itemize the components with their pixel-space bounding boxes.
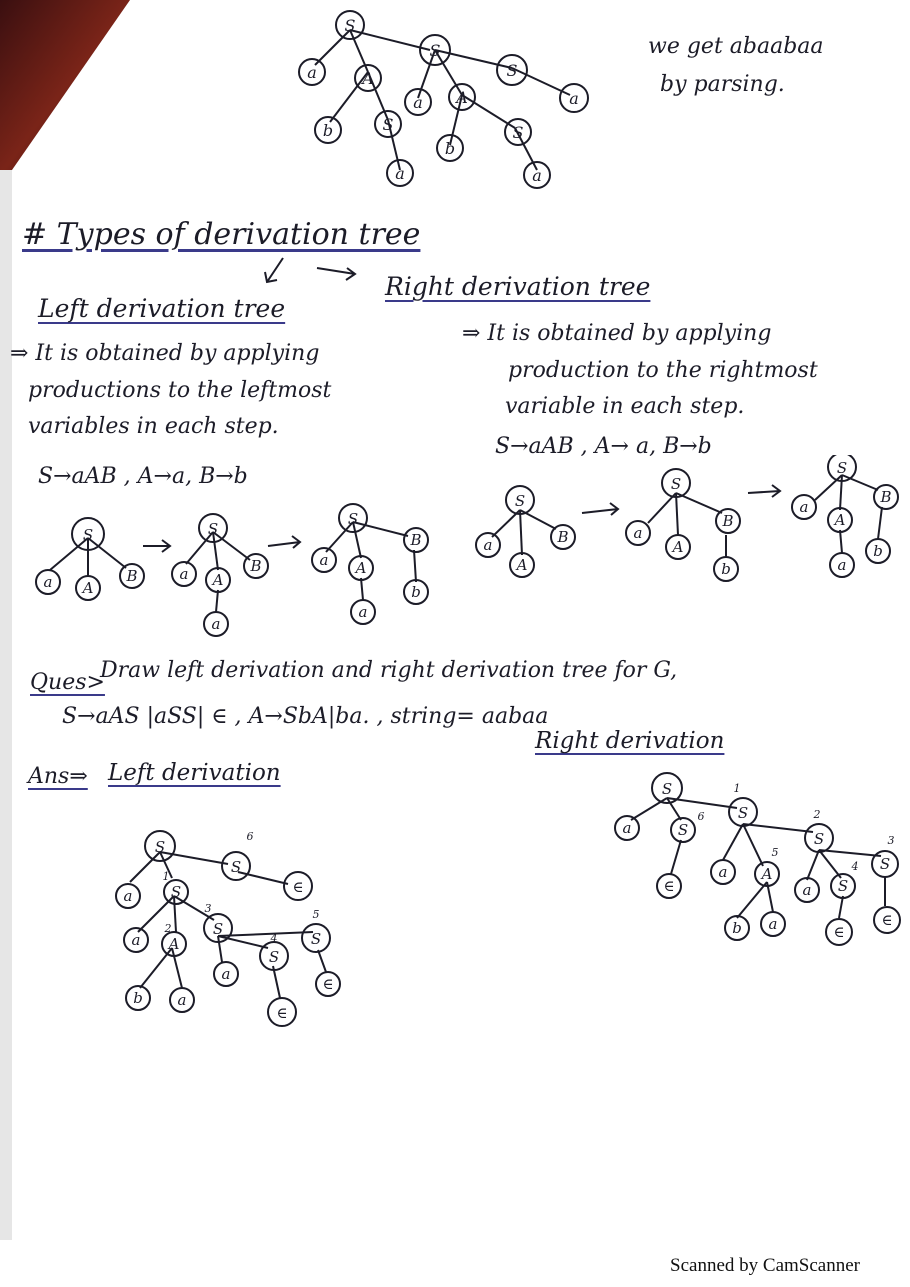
svg-text:3: 3 <box>204 902 212 915</box>
svg-text:4: 4 <box>270 932 278 945</box>
answer-right-label: Right derivation <box>535 728 725 754</box>
svg-text:S: S <box>813 830 825 848</box>
answer-left-label: Left derivation <box>108 760 281 786</box>
question-text: Draw left derivation and right derivation tree for G, <box>100 658 678 683</box>
right-derivation-title: Right derivation tree <box>385 272 651 301</box>
svg-text:S: S <box>737 804 749 822</box>
svg-text:a: a <box>413 93 423 112</box>
svg-text:b: b <box>873 542 883 560</box>
svg-text:a: a <box>221 965 231 983</box>
svg-text:S: S <box>879 855 891 873</box>
svg-text:B: B <box>410 531 422 549</box>
answer-left-tree <box>108 820 348 1030</box>
svg-text:S: S <box>514 492 526 510</box>
svg-text:1: 1 <box>162 870 170 883</box>
svg-text:S: S <box>837 877 849 895</box>
svg-text:S: S <box>212 920 224 938</box>
left-derivation-steps <box>28 500 448 640</box>
side-note-line-2: by parsing. <box>660 72 785 97</box>
svg-text:B: B <box>126 567 138 585</box>
right-desc-line-3: variable in each step. <box>505 394 745 419</box>
right-grammar: S→aAB , A→ a, B→b <box>495 434 712 459</box>
svg-text:A: A <box>834 511 846 529</box>
svg-text:a: a <box>177 991 187 1009</box>
svg-text:A: A <box>212 571 224 589</box>
svg-text:∈: ∈ <box>833 923 845 941</box>
svg-text:a: a <box>799 498 809 516</box>
svg-text:5: 5 <box>312 908 320 921</box>
svg-text:S: S <box>268 948 280 966</box>
svg-text:S: S <box>836 459 848 477</box>
svg-text:A: A <box>168 935 180 953</box>
left-desc-line-2: productions to the leftmost <box>28 378 332 403</box>
question-grammar: S→aAS |aSS| ∈ , A→SbA|ba. , string= aabaa <box>62 704 549 729</box>
svg-text:a: a <box>211 615 221 633</box>
svg-text:6: 6 <box>697 810 705 823</box>
svg-text:S: S <box>506 61 518 80</box>
svg-text:a: a <box>43 573 53 591</box>
svg-text:S: S <box>347 510 359 528</box>
svg-text:b: b <box>721 560 731 578</box>
svg-text:4: 4 <box>851 860 859 873</box>
svg-text:S: S <box>661 780 673 798</box>
svg-text:S: S <box>670 475 682 493</box>
left-grammar: S→aAB , A→a, B→b <box>38 464 248 489</box>
right-desc-line-2: production to the rightmost <box>508 358 818 383</box>
section-heading: # Types of derivation tree <box>22 217 421 252</box>
svg-text:2: 2 <box>164 922 172 935</box>
svg-text:A: A <box>82 579 94 597</box>
svg-text:1: 1 <box>733 782 741 795</box>
svg-text:S: S <box>429 41 441 60</box>
svg-text:5: 5 <box>771 846 779 859</box>
svg-text:A: A <box>456 88 468 107</box>
svg-text:S: S <box>512 123 524 142</box>
svg-text:a: a <box>131 931 141 949</box>
svg-text:S: S <box>170 883 182 901</box>
svg-text:S: S <box>154 838 166 856</box>
svg-text:S: S <box>230 858 242 876</box>
svg-text:S: S <box>82 526 94 544</box>
svg-text:a: a <box>179 565 189 583</box>
svg-text:b: b <box>133 989 143 1007</box>
svg-text:∈: ∈ <box>663 877 675 895</box>
answer-lead: Ans⇒ <box>28 764 88 789</box>
svg-text:B: B <box>722 512 734 530</box>
svg-text:S: S <box>344 16 356 35</box>
svg-text:B: B <box>557 528 569 546</box>
svg-text:a: a <box>837 556 847 574</box>
svg-text:S: S <box>310 930 322 948</box>
branch-arrows <box>255 252 365 292</box>
svg-text:a: a <box>307 63 317 82</box>
svg-text:b: b <box>411 583 421 601</box>
svg-text:∈: ∈ <box>276 1004 288 1022</box>
svg-text:a: a <box>395 164 405 183</box>
right-derivation-steps <box>470 455 905 585</box>
svg-text:S: S <box>382 115 394 134</box>
svg-text:A: A <box>355 559 367 577</box>
left-derivation-title: Left derivation tree <box>38 294 286 323</box>
svg-text:2: 2 <box>813 808 821 821</box>
top-parse-tree <box>290 0 610 195</box>
side-note-line-1: we get abaabaa <box>648 34 824 59</box>
left-desc-line-1: ⇒ It is obtained by applying <box>10 341 320 366</box>
svg-text:B: B <box>250 557 262 575</box>
svg-text:S: S <box>677 821 689 839</box>
svg-text:A: A <box>516 556 528 574</box>
svg-text:a: a <box>532 166 542 185</box>
svg-text:a: a <box>319 551 329 569</box>
svg-text:a: a <box>483 536 493 554</box>
answer-right-tree <box>605 770 905 950</box>
svg-text:A: A <box>672 538 684 556</box>
svg-text:A: A <box>362 69 374 88</box>
svg-text:∈: ∈ <box>881 911 893 929</box>
svg-text:a: a <box>633 524 643 542</box>
svg-text:a: a <box>358 603 368 621</box>
svg-text:a: a <box>718 863 728 881</box>
right-desc-line-1: ⇒ It is obtained by applying <box>462 321 772 346</box>
svg-text:6: 6 <box>246 830 254 843</box>
svg-text:b: b <box>732 919 742 937</box>
svg-text:3: 3 <box>887 834 895 847</box>
svg-text:∈: ∈ <box>292 878 304 896</box>
svg-text:b: b <box>444 139 456 158</box>
question-lead: Ques> <box>30 670 105 695</box>
scanner-footer: Scanned by CamScanner <box>670 1255 860 1276</box>
svg-text:a: a <box>569 89 579 108</box>
svg-text:a: a <box>123 887 133 905</box>
svg-text:b: b <box>322 121 334 140</box>
left-desc-line-3: variables in each step. <box>28 414 279 439</box>
svg-text:a: a <box>802 881 812 899</box>
svg-text:a: a <box>622 819 632 837</box>
svg-text:S: S <box>207 520 219 538</box>
svg-text:∈: ∈ <box>322 975 334 993</box>
svg-text:a: a <box>768 915 778 933</box>
svg-text:A: A <box>761 865 773 883</box>
svg-text:B: B <box>880 488 892 506</box>
